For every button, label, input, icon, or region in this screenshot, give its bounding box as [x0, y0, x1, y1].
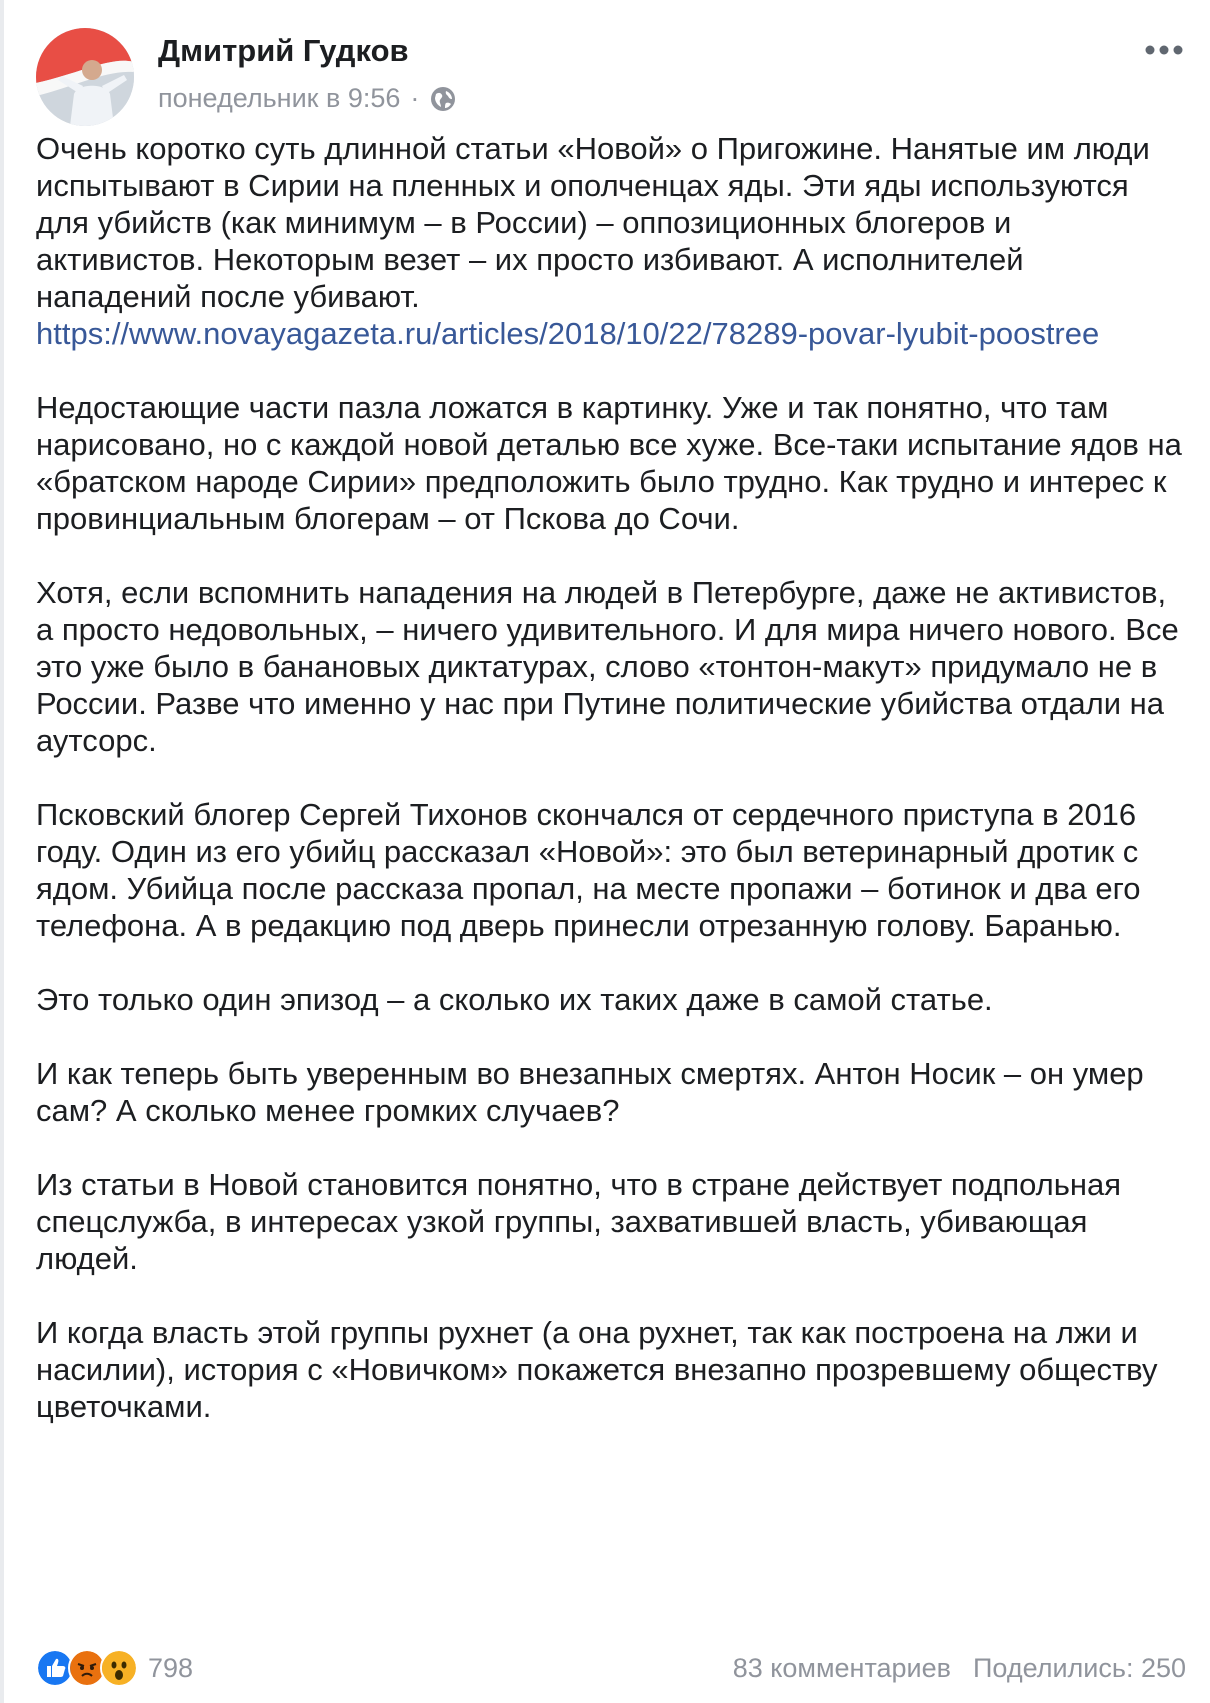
post-paragraph: И как теперь быть уверенным во внезапных смертях. Антон Носик – он умер сам? А сколько менее громких случаев?	[36, 1056, 1144, 1128]
post-stats	[733, 1653, 1186, 1684]
author-name[interactable]: Дмитрий Гудков	[158, 33, 409, 68]
author-avatar[interactable]	[36, 28, 134, 126]
post-meta	[158, 83, 457, 114]
article-link[interactable]: https://www.novayagazeta.ru/articles/2018/10/22/78289-povar-lyubit-poostree	[36, 316, 1100, 351]
post-paragraph: И когда власть этой группы рухнет (а она рухнет, так как построена на лжи и насилии), история с «Новичком» покажется внезапно прозревшему обществу цветочками.	[36, 1315, 1158, 1424]
meta-separator: ·	[410, 83, 420, 113]
more-options-icon[interactable]	[1142, 40, 1186, 60]
avatar-image	[36, 28, 134, 126]
post-footer	[36, 1648, 1186, 1688]
left-rail	[0, 0, 4, 1703]
post-paragraph	[36, 130, 1186, 352]
post-paragraph: Недостающие части пазла ложатся в картинку. Уже и так понятно, что там нарисовано, но с каждой новой деталью все хуже. Все-таки испытание ядов на «братском народе Сирии» предположить было трудно. Как трудно и интерес к провинциальным блогерам – от Пскова до Сочи.	[36, 390, 1182, 536]
post-body	[36, 130, 1186, 1462]
post-paragraph: Это только один эпизод – а сколько их таких даже в самой статье.	[36, 982, 993, 1017]
post-paragraph: Хотя, если вспомнить нападения на людей в Петербурге, даже не активистов, а просто недовольных, – ничего удивительного. И для мира ничего нового. Все это уже было в банановых диктатурах, слово «тонтон-макут» придумало не в России. Разве что именно у нас при Путине политические убийства отдали на аутсорс.	[36, 575, 1179, 758]
post-header	[36, 28, 1186, 128]
globe-icon[interactable]	[429, 85, 457, 113]
reaction-icons	[36, 1649, 138, 1687]
paragraph-text: Очень коротко суть длинной статьи «Новой» о Пригожине. Нанятые им люди испытывают в Сирии на пленных и ополченцах яды. Эти яды используются для убийств (как минимум – в России) – оппозиционных блогеров и активистов. Некоторым везет – их просто избивают. А исполнителей нападений после убивают.	[36, 131, 1150, 314]
wow-icon	[100, 1649, 138, 1687]
reaction-count[interactable]: 798	[148, 1652, 194, 1683]
shares-count[interactable]: Поделились: 250	[973, 1652, 1186, 1683]
post-timestamp[interactable]: понедельник в 9:56	[158, 83, 401, 113]
comments-count[interactable]: 83 комментариев	[732, 1652, 951, 1683]
post-paragraph: Из статьи в Новой становится понятно, что в стране действует подпольная спецслужба, в интересах узкой группы, захватившей власть, убивающая людей.	[36, 1167, 1122, 1276]
post-paragraph: Псковский блогер Сергей Тихонов скончался от сердечного приступа в 2016 году. Один из его убийц рассказал «Новой»: это был ветеринарный дротик с ядом. Убийца после рассказа пропал, на месте пропажи – ботинок и два его телефона. А в редакцию под дверь принесли отрезанную голову. Баранью.	[36, 797, 1141, 943]
reactions-summary[interactable]	[36, 1649, 193, 1687]
